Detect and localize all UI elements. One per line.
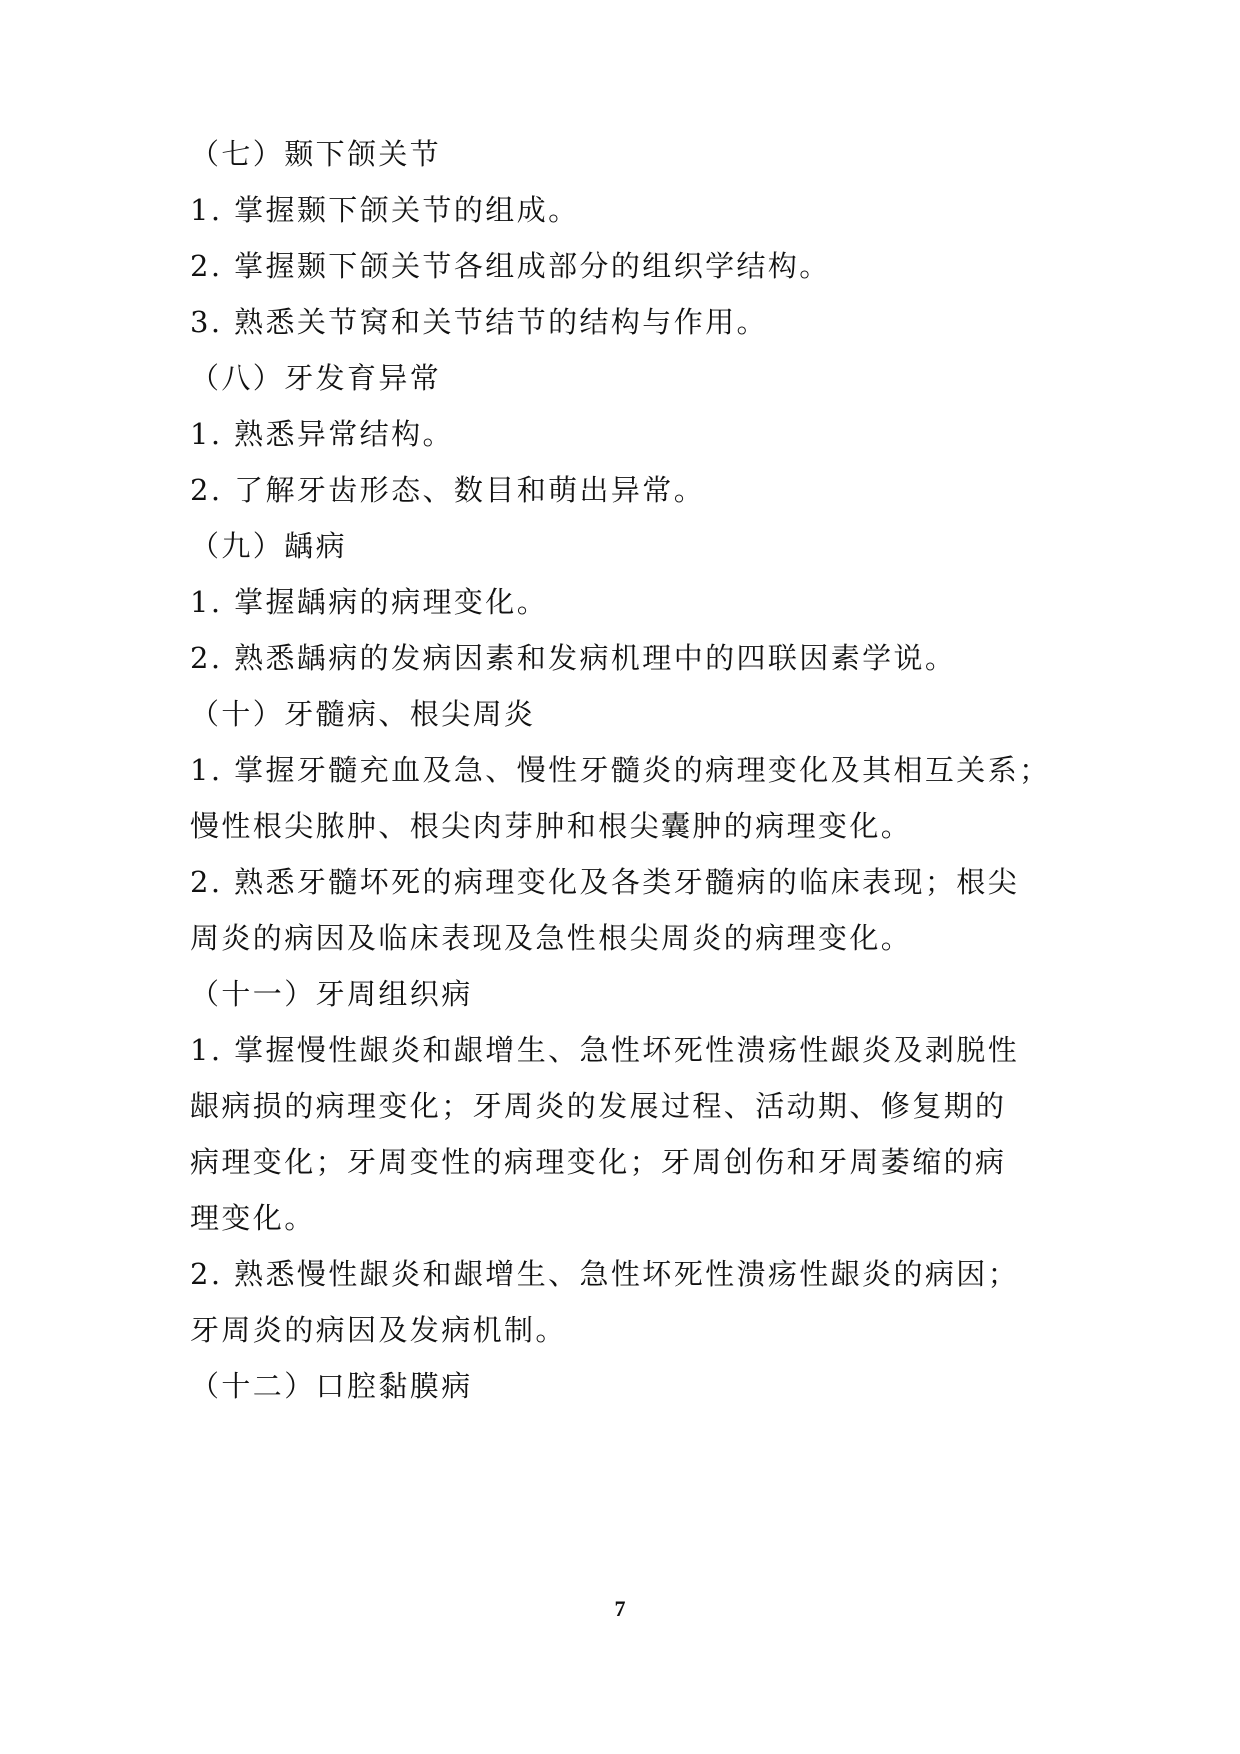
- list-item-continuation: 牙周炎的病因及发病机制。: [190, 1313, 567, 1347]
- list-item: 2. 熟悉牙髓坏死的病理变化及各类牙髓病的临床表现；根尖: [190, 865, 1020, 899]
- list-item: 1. 掌握龋病的病理变化。: [190, 585, 549, 619]
- list-item-continuation: 理变化。: [190, 1201, 316, 1235]
- list-item-continuation: 龈病损的病理变化；牙周炎的发展过程、活动期、修复期的: [190, 1089, 1007, 1123]
- list-item: 1. 掌握颞下颌关节的组成。: [190, 193, 580, 227]
- list-item-continuation: 慢性根尖脓肿、根尖肉芽肿和根尖囊肿的病理变化。: [190, 809, 913, 843]
- list-item: 1. 熟悉异常结构。: [190, 417, 454, 451]
- list-item-continuation: 病理变化；牙周变性的病理变化；牙周创伤和牙周萎缩的病: [190, 1145, 1007, 1179]
- list-item: 2. 了解牙齿形态、数目和萌出异常。: [190, 473, 706, 507]
- list-item: 2. 掌握颞下颌关节各组成部分的组织学结构。: [190, 249, 831, 283]
- list-item: 2. 熟悉慢性龈炎和龈增生、急性坏死性溃疡性龈炎的病因；: [190, 1257, 1020, 1291]
- section-heading-12: （十二）口腔黏膜病: [190, 1369, 473, 1403]
- section-heading-9: （九）龋病: [190, 529, 348, 563]
- section-heading-8: （八）牙发育异常: [190, 361, 442, 395]
- section-heading-11: （十一）牙周组织病: [190, 977, 473, 1011]
- page-number: 7: [614, 1596, 626, 1621]
- list-item: 2. 熟悉龋病的发病因素和发病机理中的四联因素学说。: [190, 641, 957, 675]
- section-heading-7: （七）颞下颌关节: [190, 137, 442, 171]
- list-item: 3. 熟悉关节窝和关节结节的结构与作用。: [190, 305, 768, 339]
- list-item: 1. 掌握牙髓充血及急、慢性牙髓炎的病理变化及其相互关系；: [190, 753, 1051, 787]
- list-item-continuation: 周炎的病因及临床表现及急性根尖周炎的病理变化。: [190, 921, 913, 955]
- section-heading-10: （十）牙髓病、根尖周炎: [190, 697, 536, 731]
- list-item: 1. 掌握慢性龈炎和龈增生、急性坏死性溃疡性龈炎及剥脱性: [190, 1033, 1020, 1067]
